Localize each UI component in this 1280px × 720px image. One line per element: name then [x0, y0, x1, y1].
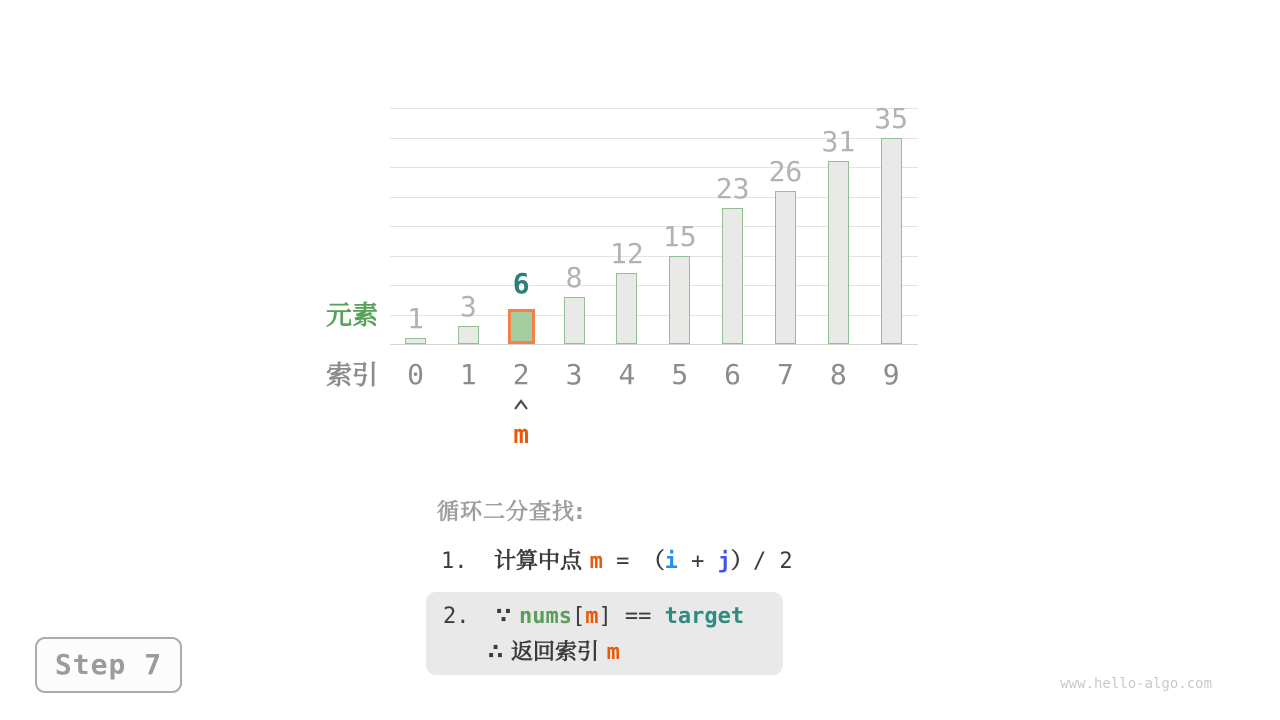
explanation-step1 — [441, 547, 793, 577]
bar-value-label: 26 — [768, 154, 803, 188]
text-segment: 返回索引 — [510, 640, 607, 665]
pointer-m-label: m — [513, 420, 530, 450]
watermark-url: www.hello-algo.com — [1060, 676, 1212, 692]
text-segment: m — [589, 549, 603, 574]
gridline — [390, 108, 918, 109]
bar-value-label: 1 — [407, 302, 424, 336]
bar-value-label: 15 — [662, 219, 697, 253]
explanation-step2-line2 — [488, 635, 783, 671]
bar — [616, 273, 637, 344]
explanation-step2-box — [426, 592, 783, 675]
text-segment: + — [677, 549, 718, 574]
text-segment: ∴ — [488, 640, 511, 665]
bar — [881, 138, 902, 345]
text-segment: i — [664, 549, 678, 574]
index-label: 6 — [724, 358, 742, 391]
bar-value-label: 23 — [715, 172, 750, 206]
element-axis-label: 元素 — [325, 301, 378, 331]
text-segment: ） — [730, 549, 753, 574]
bar — [775, 191, 796, 344]
text-segment: = — [602, 549, 643, 574]
text-segment: j — [717, 549, 731, 574]
text-segment: 计算中点 — [493, 549, 590, 574]
bar-value-label: 6 — [512, 266, 530, 300]
index-label: 3 — [565, 358, 583, 391]
pointer-caret-icon — [513, 396, 529, 415]
index-label: 7 — [777, 358, 794, 391]
bar-value-label: 8 — [565, 260, 583, 294]
text-segment: ] == — [598, 604, 665, 629]
bar — [669, 256, 690, 345]
bar — [405, 338, 426, 344]
text-segment: [ — [571, 604, 586, 629]
index-label: 4 — [618, 358, 636, 391]
bar-value-label: 12 — [610, 237, 644, 271]
text-segment: target — [664, 604, 745, 629]
index-label: 5 — [671, 358, 689, 391]
text-segment: 1. — [441, 549, 494, 574]
text-segment: ∵ — [495, 604, 519, 629]
index-label: 8 — [829, 358, 847, 391]
explanation-step2-line1 — [443, 599, 783, 635]
text-segment: / 2 — [752, 549, 793, 574]
text-segment: 2. — [443, 604, 496, 629]
bar-highlighted — [508, 309, 535, 344]
bar-chart — [390, 100, 918, 391]
text-segment: （ — [642, 549, 665, 574]
index-label: 0 — [407, 358, 424, 391]
bar — [458, 326, 479, 344]
text-segment: m — [606, 640, 620, 665]
step-counter-badge: Step 7 — [35, 637, 182, 693]
text-segment: nums — [518, 604, 572, 629]
index-label: 2 — [512, 358, 530, 391]
bar — [722, 208, 743, 344]
text-segment: m — [585, 604, 599, 629]
x-axis-line — [390, 344, 918, 345]
index-label: 9 — [882, 358, 900, 391]
bar-value-label: 3 — [459, 290, 477, 324]
bar-value-label: 31 — [821, 125, 856, 159]
index-axis-label: 索引 — [325, 361, 378, 391]
explanation-title: 循环二分查找: — [437, 500, 585, 525]
bar — [828, 161, 849, 344]
bar — [564, 297, 585, 344]
bar-value-label: 35 — [874, 101, 908, 135]
index-label: 1 — [459, 358, 477, 391]
